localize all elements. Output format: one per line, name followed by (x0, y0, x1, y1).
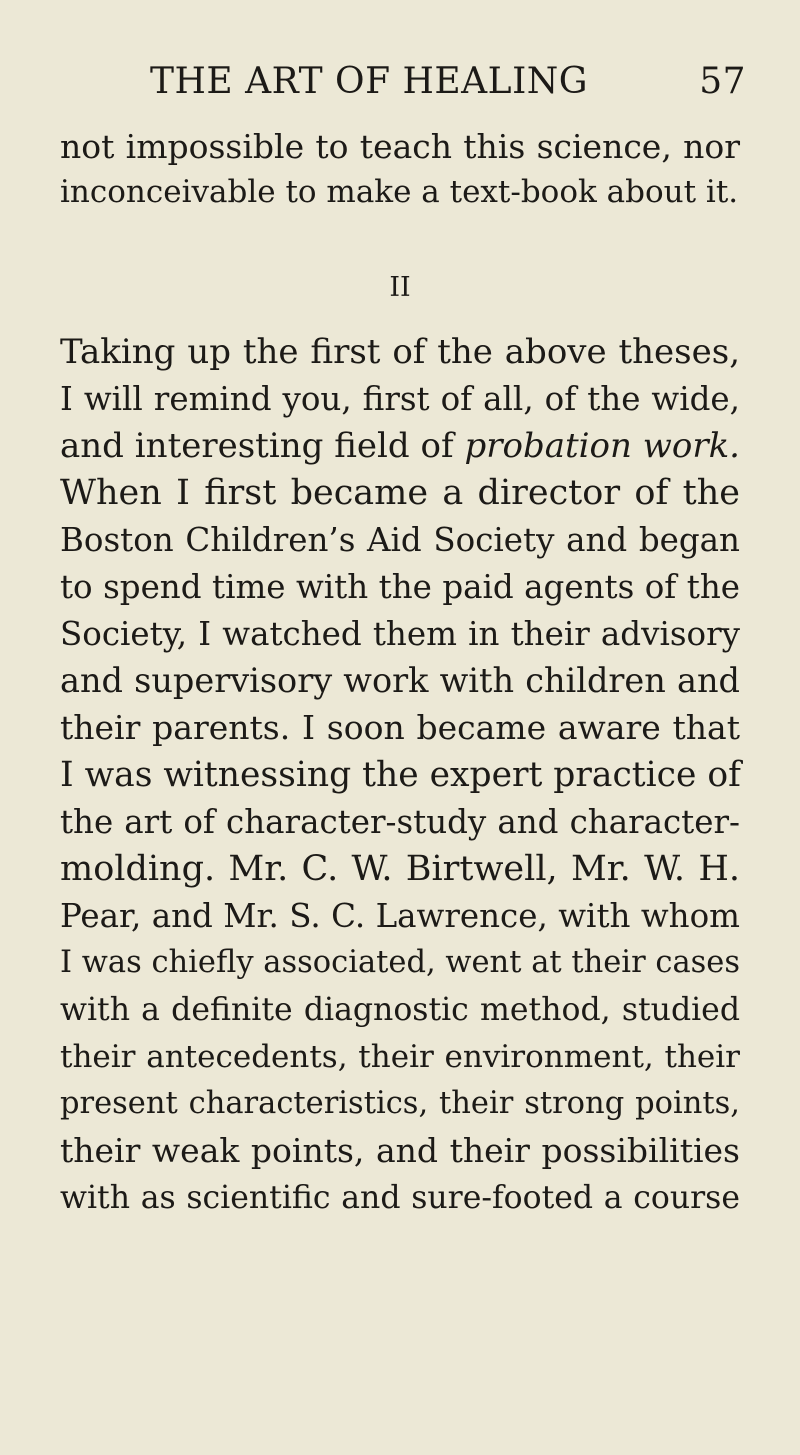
text-line: their weak points, and their possibilities (60, 1131, 740, 1170)
text-line: Boston Children’s Aid Society and began (60, 521, 740, 559)
section-numeral: II (389, 272, 411, 303)
text-line: the art of character-study and character- (60, 803, 740, 841)
text-line: present characteristics, their strong points, (60, 1086, 740, 1121)
text-line: molding. Mr. C. W. Birtwell, Mr. W. H. (60, 849, 740, 889)
text-line: I will remind you, first of all, of the wide, (60, 380, 740, 418)
page-number: 57 (699, 61, 746, 102)
italic-phrase: probation work. (464, 426, 740, 466)
text-line: inconceivable to make a text-book about it. (60, 174, 739, 210)
text-line: their parents. I soon became aware that (60, 708, 740, 747)
text-line (60, 424, 740, 468)
text-line: Pear, and Mr. S. C. Lawrence, with whom (60, 897, 740, 935)
text-line: When I first became a director of the (60, 473, 740, 513)
text-line: with as scientific and sure-footed a course (60, 1180, 740, 1216)
text-line: with a definite diagnostic method, studied (60, 992, 740, 1028)
text-run: and interesting field of (60, 426, 465, 466)
text-line: Taking up the first of the above theses, (60, 332, 740, 372)
text-line: to spend time with the paid agents of the (60, 568, 740, 606)
text-line: not impossible to teach this science, nor (60, 127, 740, 166)
text-line: and supervisory work with children and (60, 661, 740, 700)
text-line: I was witnessing the expert practice of (60, 755, 741, 795)
running-head (150, 58, 746, 106)
running-title: THE ART OF HEALING (150, 61, 589, 102)
text-line: their antecedents, their environment, their (60, 1039, 740, 1075)
text-line: Society, I watched them in their advisory (60, 615, 740, 653)
text-line: I was chiefly associated, went at their cases (60, 945, 740, 980)
